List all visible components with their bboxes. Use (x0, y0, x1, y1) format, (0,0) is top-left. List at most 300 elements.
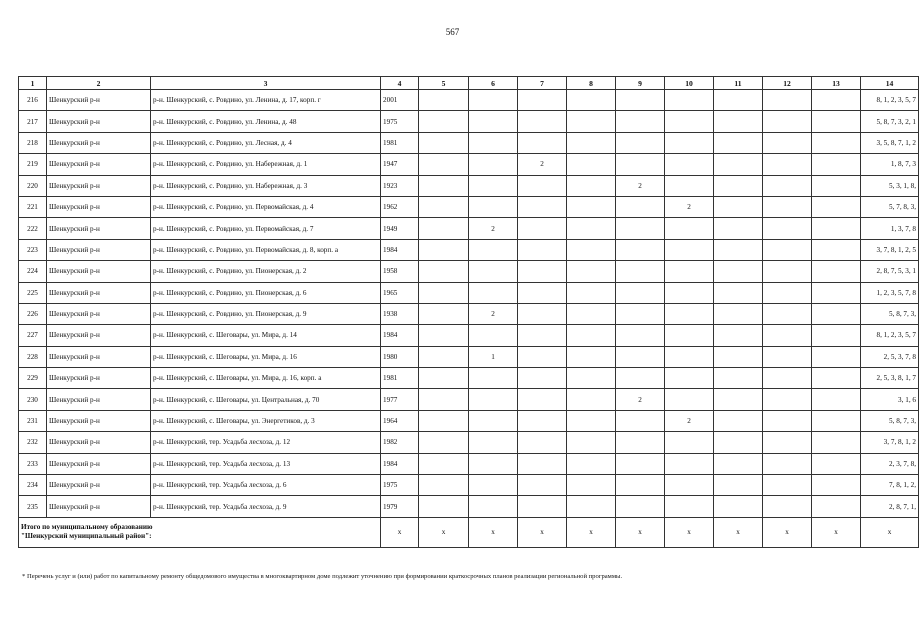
count-cell (567, 303, 616, 324)
count-cell (616, 261, 665, 282)
count-cell (518, 90, 567, 111)
count-cell (616, 196, 665, 217)
count-cell (419, 389, 469, 410)
count-cell (567, 453, 616, 474)
table-row (19, 303, 919, 324)
district-cell: Шенкурский р-н (47, 389, 151, 410)
address-cell: р-н. Шенкурский, с. Ровдино, ул. Лесная, д. 4 (151, 132, 381, 153)
count-cell (616, 218, 665, 239)
district-cell: Шенкурский р-н (47, 239, 151, 260)
year-cell: 1962 (381, 196, 419, 217)
table-row (19, 239, 919, 260)
count-cell (812, 90, 861, 111)
year-cell: 1923 (381, 175, 419, 196)
services-list-cell: 5, 8, 7, 3, 2, 1 (861, 111, 919, 132)
table-row (19, 90, 919, 111)
page-number: 567 (445, 27, 460, 37)
count-cell (419, 282, 469, 303)
row-number-cell: 234 (19, 475, 47, 496)
year-cell: 1979 (381, 496, 419, 517)
services-list-cell: 3, 7, 8, 1, 2, 5 (861, 239, 919, 260)
district-cell: Шенкурский р-н (47, 368, 151, 389)
column-header: 1 (19, 77, 47, 90)
district-cell: Шенкурский р-н (47, 475, 151, 496)
total-cell: x (518, 517, 567, 547)
row-number-cell: 224 (19, 261, 47, 282)
district-cell: Шенкурский р-н (47, 132, 151, 153)
district-cell: Шенкурский р-н (47, 218, 151, 239)
district-cell: Шенкурский р-н (47, 410, 151, 431)
count-cell (419, 475, 469, 496)
count-cell (518, 453, 567, 474)
total-cell: x (665, 517, 714, 547)
count-cell (665, 175, 714, 196)
column-header: 6 (469, 77, 518, 90)
count-cell (763, 303, 812, 324)
district-cell: Шенкурский р-н (47, 111, 151, 132)
count-cell (469, 410, 518, 431)
address-cell: р-н. Шенкурский, с. Ровдино, ул. Набережная, д. 1 (151, 154, 381, 175)
count-cell (812, 389, 861, 410)
year-cell: 1947 (381, 154, 419, 175)
count-cell (714, 346, 763, 367)
services-list-cell: 2, 5, 3, 8, 1, 7 (861, 368, 919, 389)
count-cell (763, 325, 812, 346)
table-row (19, 496, 919, 517)
table-row (19, 389, 919, 410)
count-cell (419, 496, 469, 517)
count-cell (616, 325, 665, 346)
count-cell (665, 303, 714, 324)
count-cell (665, 496, 714, 517)
count-cell (763, 132, 812, 153)
count-cell (714, 325, 763, 346)
count-cell (714, 218, 763, 239)
count-cell (812, 261, 861, 282)
count-cell (567, 368, 616, 389)
address-cell: р-н. Шенкурский, с. Ровдино, ул. Первомайская, д. 8, корп. а (151, 239, 381, 260)
count-cell (812, 475, 861, 496)
row-number-cell: 220 (19, 175, 47, 196)
count-cell (567, 325, 616, 346)
services-list-cell: 7, 8, 1, 2, (861, 475, 919, 496)
count-cell (419, 154, 469, 175)
count-cell (616, 368, 665, 389)
table-row (19, 453, 919, 474)
services-list-cell: 1, 2, 3, 5, 7, 8 (861, 282, 919, 303)
count-cell: 1 (469, 346, 518, 367)
count-cell (714, 453, 763, 474)
total-cell: x (763, 517, 812, 547)
count-cell (763, 368, 812, 389)
year-cell: 1981 (381, 132, 419, 153)
count-cell (518, 325, 567, 346)
count-cell (665, 90, 714, 111)
count-cell (812, 239, 861, 260)
table-body (19, 90, 919, 548)
services-list-cell: 3, 7, 8, 1, 2 (861, 432, 919, 453)
count-cell (469, 90, 518, 111)
count-cell (469, 453, 518, 474)
count-cell: 2 (616, 175, 665, 196)
count-cell (469, 132, 518, 153)
address-cell: р-н. Шенкурский, с. Ровдино, ул. Пионерская, д. 9 (151, 303, 381, 324)
table-row (19, 325, 919, 346)
count-cell (812, 111, 861, 132)
address-cell: р-н. Шенкурский, тер. Усадьба лесхоза, д. 9 (151, 496, 381, 517)
count-cell (714, 175, 763, 196)
year-cell: 1949 (381, 218, 419, 239)
count-cell: 2 (665, 410, 714, 431)
year-cell: 1965 (381, 282, 419, 303)
count-cell (665, 389, 714, 410)
count-cell (518, 282, 567, 303)
district-cell: Шенкурский р-н (47, 175, 151, 196)
address-cell: р-н. Шенкурский, тер. Усадьба лесхоза, д. 12 (151, 432, 381, 453)
total-cell: x (861, 517, 919, 547)
table-row (19, 368, 919, 389)
count-cell (469, 432, 518, 453)
row-number-cell: 225 (19, 282, 47, 303)
column-header: 13 (812, 77, 861, 90)
count-cell (518, 261, 567, 282)
count-cell (419, 453, 469, 474)
row-number-cell: 222 (19, 218, 47, 239)
count-cell (665, 154, 714, 175)
count-cell (518, 410, 567, 431)
column-header: 14 (861, 77, 919, 90)
address-cell: р-н. Шенкурский, с. Шеговары, ул. Энергетиков, д. 3 (151, 410, 381, 431)
count-cell (567, 346, 616, 367)
count-cell (518, 432, 567, 453)
count-cell (763, 475, 812, 496)
count-cell (763, 453, 812, 474)
count-cell (714, 239, 763, 260)
count-cell (469, 475, 518, 496)
count-cell (469, 496, 518, 517)
count-cell (567, 410, 616, 431)
district-cell: Шенкурский р-н (47, 453, 151, 474)
count-cell (763, 389, 812, 410)
year-cell: 1980 (381, 346, 419, 367)
count-cell (469, 111, 518, 132)
count-cell (518, 496, 567, 517)
count-cell (714, 261, 763, 282)
total-cell: x (567, 517, 616, 547)
count-cell (616, 410, 665, 431)
count-cell (419, 410, 469, 431)
count-cell (812, 368, 861, 389)
year-cell: 1984 (381, 239, 419, 260)
table-row (19, 282, 919, 303)
count-cell (518, 132, 567, 153)
count-cell (812, 325, 861, 346)
column-header: 8 (567, 77, 616, 90)
count-cell (812, 132, 861, 153)
services-list-cell: 8, 1, 2, 3, 5, 7 (861, 325, 919, 346)
address-cell: р-н. Шенкурский, тер. Усадьба лесхоза, д. 6 (151, 475, 381, 496)
column-header: 2 (47, 77, 151, 90)
count-cell (763, 154, 812, 175)
year-cell: 1938 (381, 303, 419, 324)
count-cell (714, 303, 763, 324)
count-cell (812, 453, 861, 474)
count-cell (763, 218, 812, 239)
services-list-cell: 2, 3, 7, 8, (861, 453, 919, 474)
column-header: 3 (151, 77, 381, 90)
count-cell (518, 346, 567, 367)
count-cell (469, 325, 518, 346)
count-cell (567, 496, 616, 517)
count-cell (518, 475, 567, 496)
count-cell (616, 90, 665, 111)
count-cell (567, 432, 616, 453)
table-row (19, 475, 919, 496)
address-cell: р-н. Шенкурский, с. Ровдино, ул. Ленина, д. 17, корп. г (151, 90, 381, 111)
footnote: * Перечень услуг и (или) работ по капитальному ремонту общедомового имущества в многоквартирном доме подлежит уточнению при формировании краткосрочных планов реализации региональной программы. (22, 573, 623, 580)
column-header: 5 (419, 77, 469, 90)
count-cell (616, 346, 665, 367)
table-row (19, 154, 919, 175)
count-cell (518, 368, 567, 389)
row-number-cell: 230 (19, 389, 47, 410)
count-cell (714, 111, 763, 132)
count-cell (665, 432, 714, 453)
row-number-cell: 232 (19, 432, 47, 453)
count-cell (812, 496, 861, 517)
count-cell (567, 475, 616, 496)
total-cell: x (616, 517, 665, 547)
table-row (19, 196, 919, 217)
count-cell (763, 432, 812, 453)
count-cell (812, 432, 861, 453)
column-header: 12 (763, 77, 812, 90)
count-cell (518, 196, 567, 217)
services-list-cell: 1, 3, 7, 8 (861, 218, 919, 239)
district-cell: Шенкурский р-н (47, 325, 151, 346)
count-cell (714, 90, 763, 111)
count-cell (714, 154, 763, 175)
count-cell (616, 132, 665, 153)
count-cell (419, 90, 469, 111)
total-cell: x (714, 517, 763, 547)
district-cell: Шенкурский р-н (47, 282, 151, 303)
year-cell: 1958 (381, 261, 419, 282)
count-cell (665, 368, 714, 389)
count-cell (567, 90, 616, 111)
column-number-header-row (19, 77, 919, 90)
count-cell (469, 196, 518, 217)
count-cell (518, 175, 567, 196)
count-cell (714, 196, 763, 217)
address-cell: р-н. Шенкурский, с. Ровдино, ул. Первомайская, д. 4 (151, 196, 381, 217)
count-cell (419, 303, 469, 324)
address-cell: р-н. Шенкурский, с. Шеговары, ул. Центральная, д. 70 (151, 389, 381, 410)
capital-repair-table (18, 76, 919, 548)
table-row (19, 218, 919, 239)
address-cell: р-н. Шенкурский, с. Ровдино, ул. Набережная, д. 3 (151, 175, 381, 196)
count-cell (518, 389, 567, 410)
total-cell: x (812, 517, 861, 547)
count-cell (419, 218, 469, 239)
count-cell (665, 475, 714, 496)
count-cell (567, 282, 616, 303)
address-cell: р-н. Шенкурский, с. Ровдино, ул. Пионерская, д. 6 (151, 282, 381, 303)
district-cell: Шенкурский р-н (47, 261, 151, 282)
count-cell (567, 175, 616, 196)
year-cell: 1982 (381, 432, 419, 453)
total-label-line2: "Шенкурский муниципальный район": (21, 532, 152, 541)
column-header: 7 (518, 77, 567, 90)
address-cell: р-н. Шенкурский, с. Ровдино, ул. Первомайская, д. 7 (151, 218, 381, 239)
count-cell (812, 175, 861, 196)
district-cell: Шенкурский р-н (47, 196, 151, 217)
count-cell (469, 239, 518, 260)
count-cell (469, 389, 518, 410)
address-cell: р-н. Шенкурский, с. Ровдино, ул. Ленина, д. 48 (151, 111, 381, 132)
count-cell (665, 132, 714, 153)
count-cell (714, 496, 763, 517)
address-cell: р-н. Шенкурский, с. Шеговары, ул. Мира, д. 16 (151, 346, 381, 367)
district-cell: Шенкурский р-н (47, 90, 151, 111)
column-header: 9 (616, 77, 665, 90)
services-list-cell: 2, 8, 7, 1, (861, 496, 919, 517)
count-cell (567, 154, 616, 175)
count-cell (714, 432, 763, 453)
count-cell: 2 (616, 389, 665, 410)
count-cell (419, 368, 469, 389)
count-cell (518, 111, 567, 132)
services-list-cell: 8, 1, 2, 3, 5, 7 (861, 90, 919, 111)
count-cell (763, 261, 812, 282)
count-cell (665, 218, 714, 239)
total-cell: x (419, 517, 469, 547)
total-cell: x (469, 517, 518, 547)
count-cell (518, 303, 567, 324)
address-cell: р-н. Шенкурский, с. Ровдино, ул. Пионерская, д. 2 (151, 261, 381, 282)
count-cell (812, 346, 861, 367)
total-row (19, 517, 919, 547)
address-cell: р-н. Шенкурский, с. Шеговары, ул. Мира, д. 16, корп. а (151, 368, 381, 389)
count-cell (567, 196, 616, 217)
table-row (19, 132, 919, 153)
services-list-cell: 5, 8, 7, 3, (861, 410, 919, 431)
row-number-cell: 233 (19, 453, 47, 474)
count-cell (665, 111, 714, 132)
year-cell: 1964 (381, 410, 419, 431)
count-cell (419, 239, 469, 260)
count-cell (419, 175, 469, 196)
count-cell (469, 282, 518, 303)
count-cell (763, 282, 812, 303)
count-cell (763, 496, 812, 517)
count-cell (714, 475, 763, 496)
count-cell (419, 346, 469, 367)
count-cell (763, 196, 812, 217)
total-cell: x (381, 517, 419, 547)
services-list-cell: 3, 5, 8, 7, 1, 2 (861, 132, 919, 153)
count-cell: 2 (518, 154, 567, 175)
count-cell (763, 410, 812, 431)
count-cell (665, 453, 714, 474)
count-cell (616, 239, 665, 260)
year-cell: 1975 (381, 111, 419, 132)
count-cell (812, 218, 861, 239)
count-cell (567, 132, 616, 153)
count-cell (567, 261, 616, 282)
row-number-cell: 229 (19, 368, 47, 389)
count-cell (665, 346, 714, 367)
count-cell (616, 154, 665, 175)
total-label-line1: Итого по муниципальному образованию (21, 523, 153, 532)
services-list-cell: 2, 8, 7, 5, 3, 1 (861, 261, 919, 282)
count-cell (763, 239, 812, 260)
count-cell (616, 303, 665, 324)
count-cell (469, 368, 518, 389)
table-row (19, 111, 919, 132)
count-cell: 2 (469, 303, 518, 324)
year-cell: 1984 (381, 453, 419, 474)
count-cell (419, 111, 469, 132)
count-cell (518, 218, 567, 239)
address-cell: р-н. Шенкурский, тер. Усадьба лесхоза, д. 13 (151, 453, 381, 474)
services-list-cell: 5, 8, 7, 3, (861, 303, 919, 324)
count-cell (518, 239, 567, 260)
count-cell (567, 389, 616, 410)
count-cell (419, 132, 469, 153)
row-number-cell: 219 (19, 154, 47, 175)
row-number-cell: 217 (19, 111, 47, 132)
count-cell (567, 111, 616, 132)
count-cell (616, 475, 665, 496)
table-row (19, 432, 919, 453)
count-cell (567, 239, 616, 260)
count-cell (469, 154, 518, 175)
year-cell: 1975 (381, 475, 419, 496)
services-list-cell: 1, 8, 7, 3 (861, 154, 919, 175)
count-cell (469, 175, 518, 196)
count-cell (419, 325, 469, 346)
address-cell: р-н. Шенкурский, с. Шеговары, ул. Мира, д. 14 (151, 325, 381, 346)
count-cell (616, 453, 665, 474)
count-cell (419, 432, 469, 453)
count-cell (812, 154, 861, 175)
count-cell: 2 (469, 218, 518, 239)
table-row (19, 410, 919, 431)
total-label (19, 517, 381, 547)
column-header: 11 (714, 77, 763, 90)
count-cell (714, 368, 763, 389)
count-cell: 2 (665, 196, 714, 217)
row-number-cell: 231 (19, 410, 47, 431)
row-number-cell: 226 (19, 303, 47, 324)
count-cell (665, 261, 714, 282)
row-number-cell: 218 (19, 132, 47, 153)
column-header: 4 (381, 77, 419, 90)
count-cell (419, 261, 469, 282)
row-number-cell: 227 (19, 325, 47, 346)
district-cell: Шенкурский р-н (47, 154, 151, 175)
year-cell: 1984 (381, 325, 419, 346)
table-row (19, 175, 919, 196)
row-number-cell: 223 (19, 239, 47, 260)
count-cell (763, 175, 812, 196)
count-cell (616, 111, 665, 132)
services-list-cell: 2, 5, 3, 7, 8 (861, 346, 919, 367)
year-cell: 2001 (381, 90, 419, 111)
row-number-cell: 221 (19, 196, 47, 217)
count-cell (812, 303, 861, 324)
